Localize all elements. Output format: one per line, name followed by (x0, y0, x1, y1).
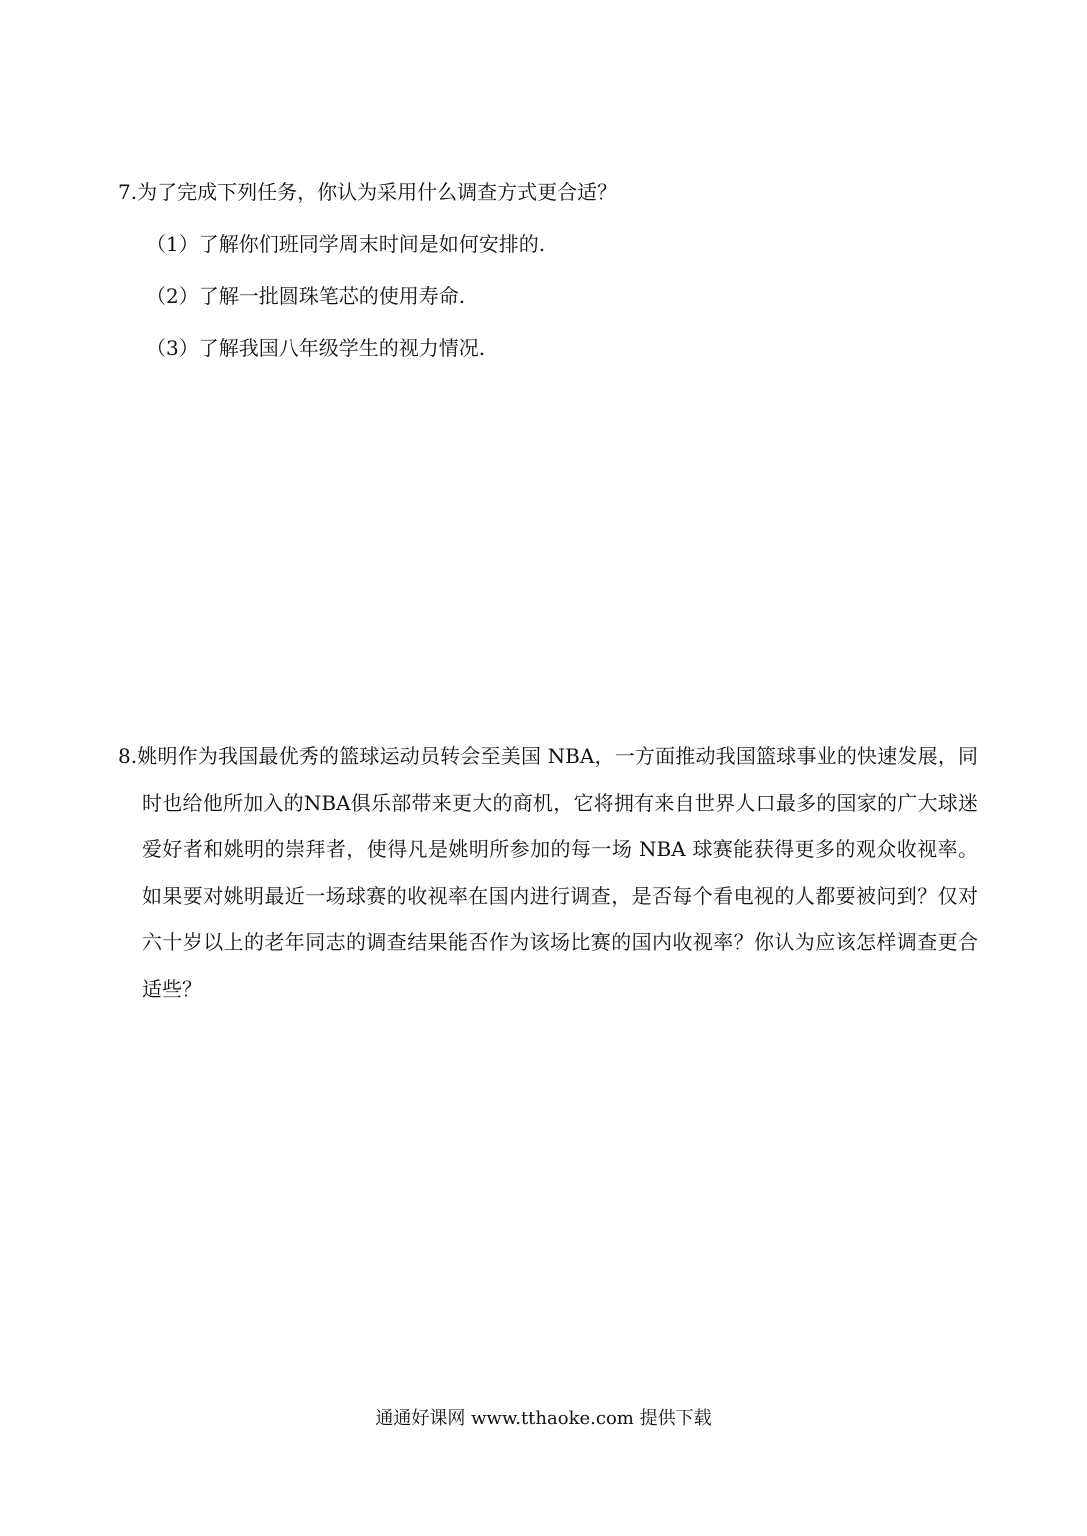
question-8 (118, 733, 978, 1012)
question-7-items (118, 224, 978, 368)
question-8-text: 8.姚明作为我国最优秀的篮球运动员转会至美国 NBA，一方面推动我国篮球事业的快速发展，同时也给他所加入的NBA俱乐部带来更大的商机，它将拥有来自世界人口最多的国家的广大球迷爱好者和姚明的崇拜者，使得凡是姚明所参加的每一场 NBA 球赛能获得更多的观众收视率。如果要对姚明最近一场球赛的收视率在国内进行调查，是否每个看电视的人都要被问到？仅对六十岁以上的老年同志的调查结果能否作为该场比赛的国内收视率？你认为应该怎样调查更合适些？ (118, 744, 978, 1001)
question-7-item-2: （2）了解一批圆珠笔芯的使用寿命. (146, 284, 466, 308)
question-7 (118, 172, 978, 368)
question-7-item-1: （1）了解你们班同学周末时间是如何安排的. (146, 232, 546, 256)
question-7-title: 7.为了完成下列任务，你认为采用什么调查方式更合适？ (118, 180, 618, 204)
page-footer: 通通好课网 www.tthaoke.com 提供下载 (375, 1408, 712, 1429)
question-7-item-3: （3）了解我国八年级学生的视力情况. (146, 336, 486, 360)
